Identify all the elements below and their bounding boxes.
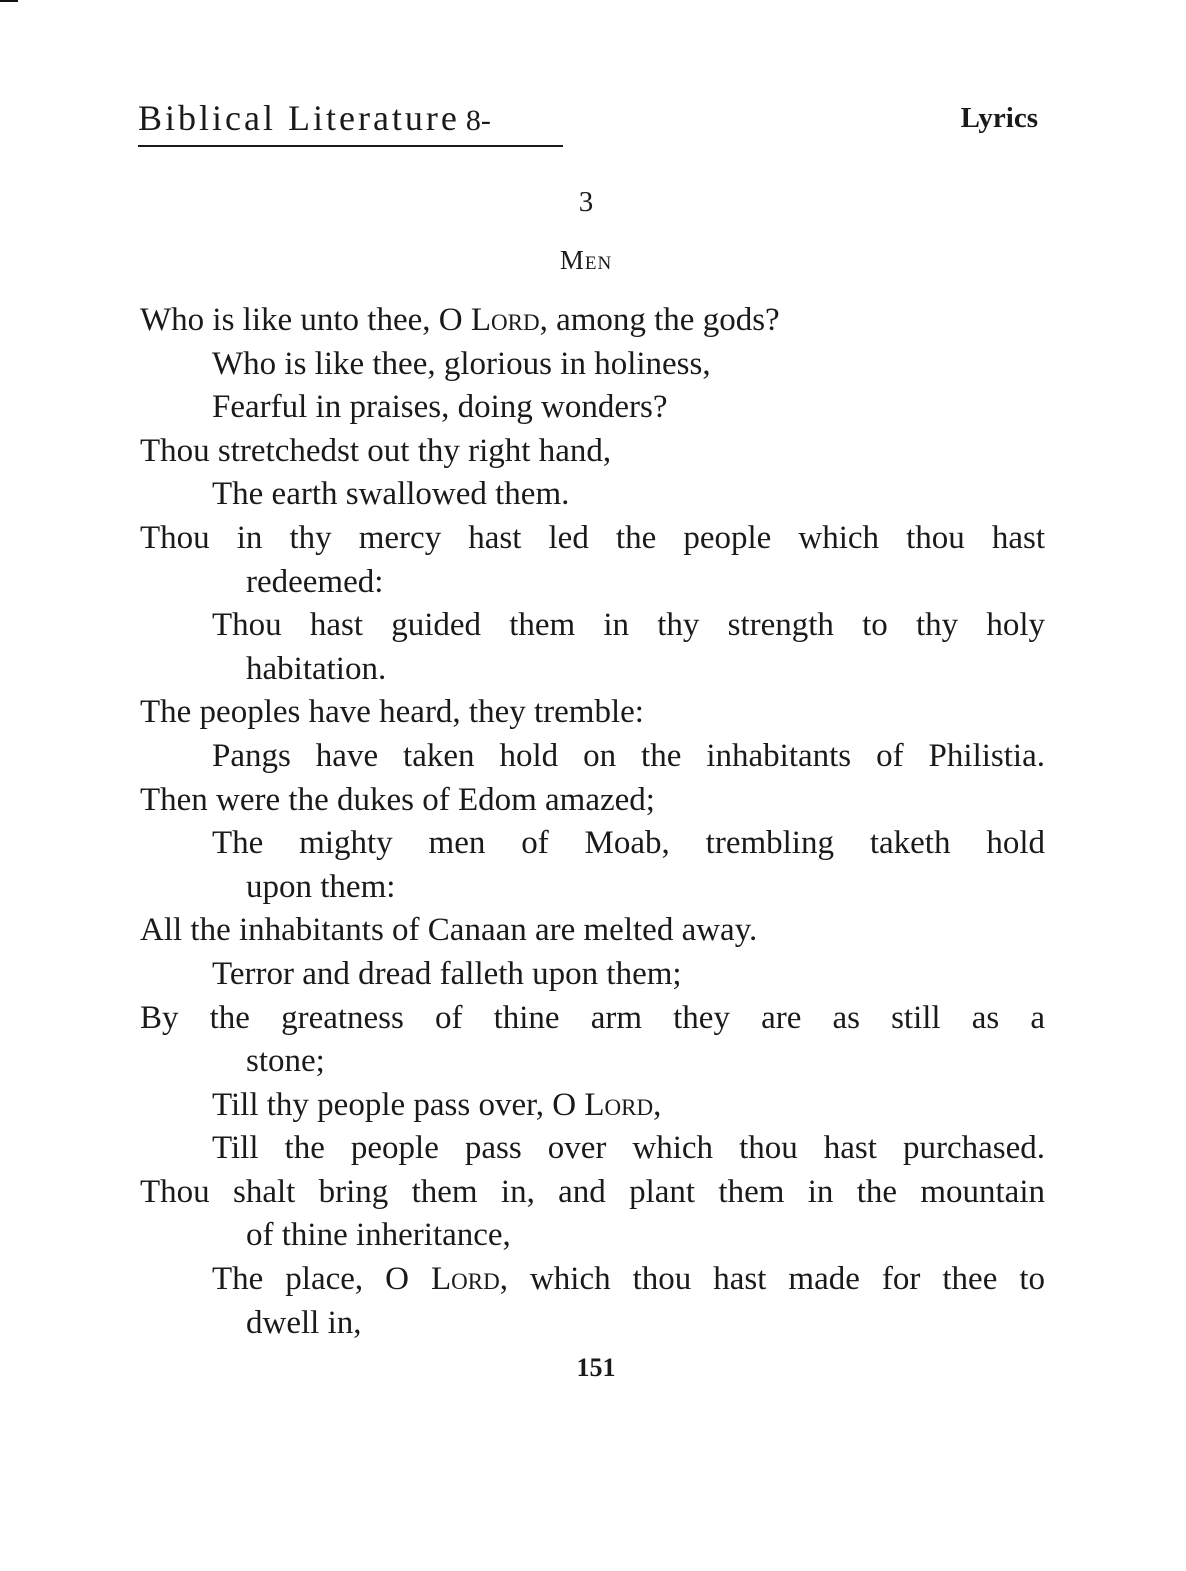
book-title: Biblical Literature bbox=[138, 98, 460, 138]
poem-line: Pangs have taken hold on the inhabitants of Philistia. bbox=[212, 737, 1045, 774]
poem-line: Thou in thy mercy hast led the people which thou hast bbox=[140, 519, 1045, 556]
poem-line-text: The place, O bbox=[212, 1261, 431, 1298]
poem-line: stone; bbox=[246, 1043, 325, 1080]
running-head-title bbox=[138, 92, 491, 147]
section-label: Lyrics bbox=[960, 102, 1038, 134]
poem-line: The peoples have heard, they tremble: bbox=[140, 694, 644, 731]
divine-name: Lord bbox=[431, 1261, 500, 1298]
page-number: 151 bbox=[576, 1353, 616, 1382]
poem-line: redeemed: bbox=[246, 563, 384, 600]
poem-line: Thou shalt bring them in, and plant them in the mountain bbox=[140, 1173, 1045, 1210]
poem-line-text: , bbox=[653, 1086, 662, 1123]
poem-line: of thine inheritance, bbox=[246, 1217, 511, 1254]
poem-line: All the inhabitants of Canaan are melted away. bbox=[140, 912, 758, 949]
poem-line bbox=[140, 1258, 1045, 1302]
section-number: 3 bbox=[578, 186, 594, 218]
poem-line bbox=[140, 1084, 1045, 1128]
section-title: Men bbox=[559, 245, 613, 275]
poem-line: upon them: bbox=[246, 868, 396, 905]
divine-name: Lord bbox=[470, 302, 540, 338]
poem-line: The earth swallowed them. bbox=[212, 476, 570, 513]
poem-line bbox=[140, 299, 1045, 343]
poem-line-text: Who is like unto thee, O bbox=[140, 302, 471, 338]
divine-name: Lord bbox=[584, 1086, 654, 1123]
running-head bbox=[138, 92, 1048, 152]
poem-line-text: , which thou hast made for thee to bbox=[499, 1261, 1046, 1298]
poem-line: Terror and dread falleth upon them; bbox=[212, 955, 682, 992]
poem-line: dwell in, bbox=[246, 1304, 362, 1341]
poem-line-text: , among the gods? bbox=[539, 302, 780, 338]
poem-line: Thou hast guided them in thy strength to thy holy bbox=[212, 607, 1045, 644]
poem-body bbox=[140, 299, 1045, 1345]
poem-line: The mighty men of Moab, trembling taketh hold bbox=[212, 825, 1045, 862]
scan-corner-mark bbox=[0, 0, 18, 2]
poem-line: Then were the dukes of Edom amazed; bbox=[140, 781, 655, 818]
poem-line: Who is like thee, glorious in holiness, bbox=[212, 345, 711, 382]
running-head-rule bbox=[138, 145, 563, 147]
poem-line: By the greatness of thine arm they are as still as a bbox=[140, 999, 1045, 1036]
poem-line: Till the people pass over which thou hast purchased. bbox=[212, 1130, 1045, 1167]
poem-line: habitation. bbox=[246, 650, 387, 687]
fleuron-ornament-icon: 8- bbox=[465, 104, 491, 137]
poem-line: Thou stretchedst out thy right hand, bbox=[140, 432, 612, 469]
poem-line: Fearful in praises, doing wonders? bbox=[212, 389, 668, 426]
poem-line-text: Till thy people pass over, O bbox=[212, 1086, 585, 1123]
